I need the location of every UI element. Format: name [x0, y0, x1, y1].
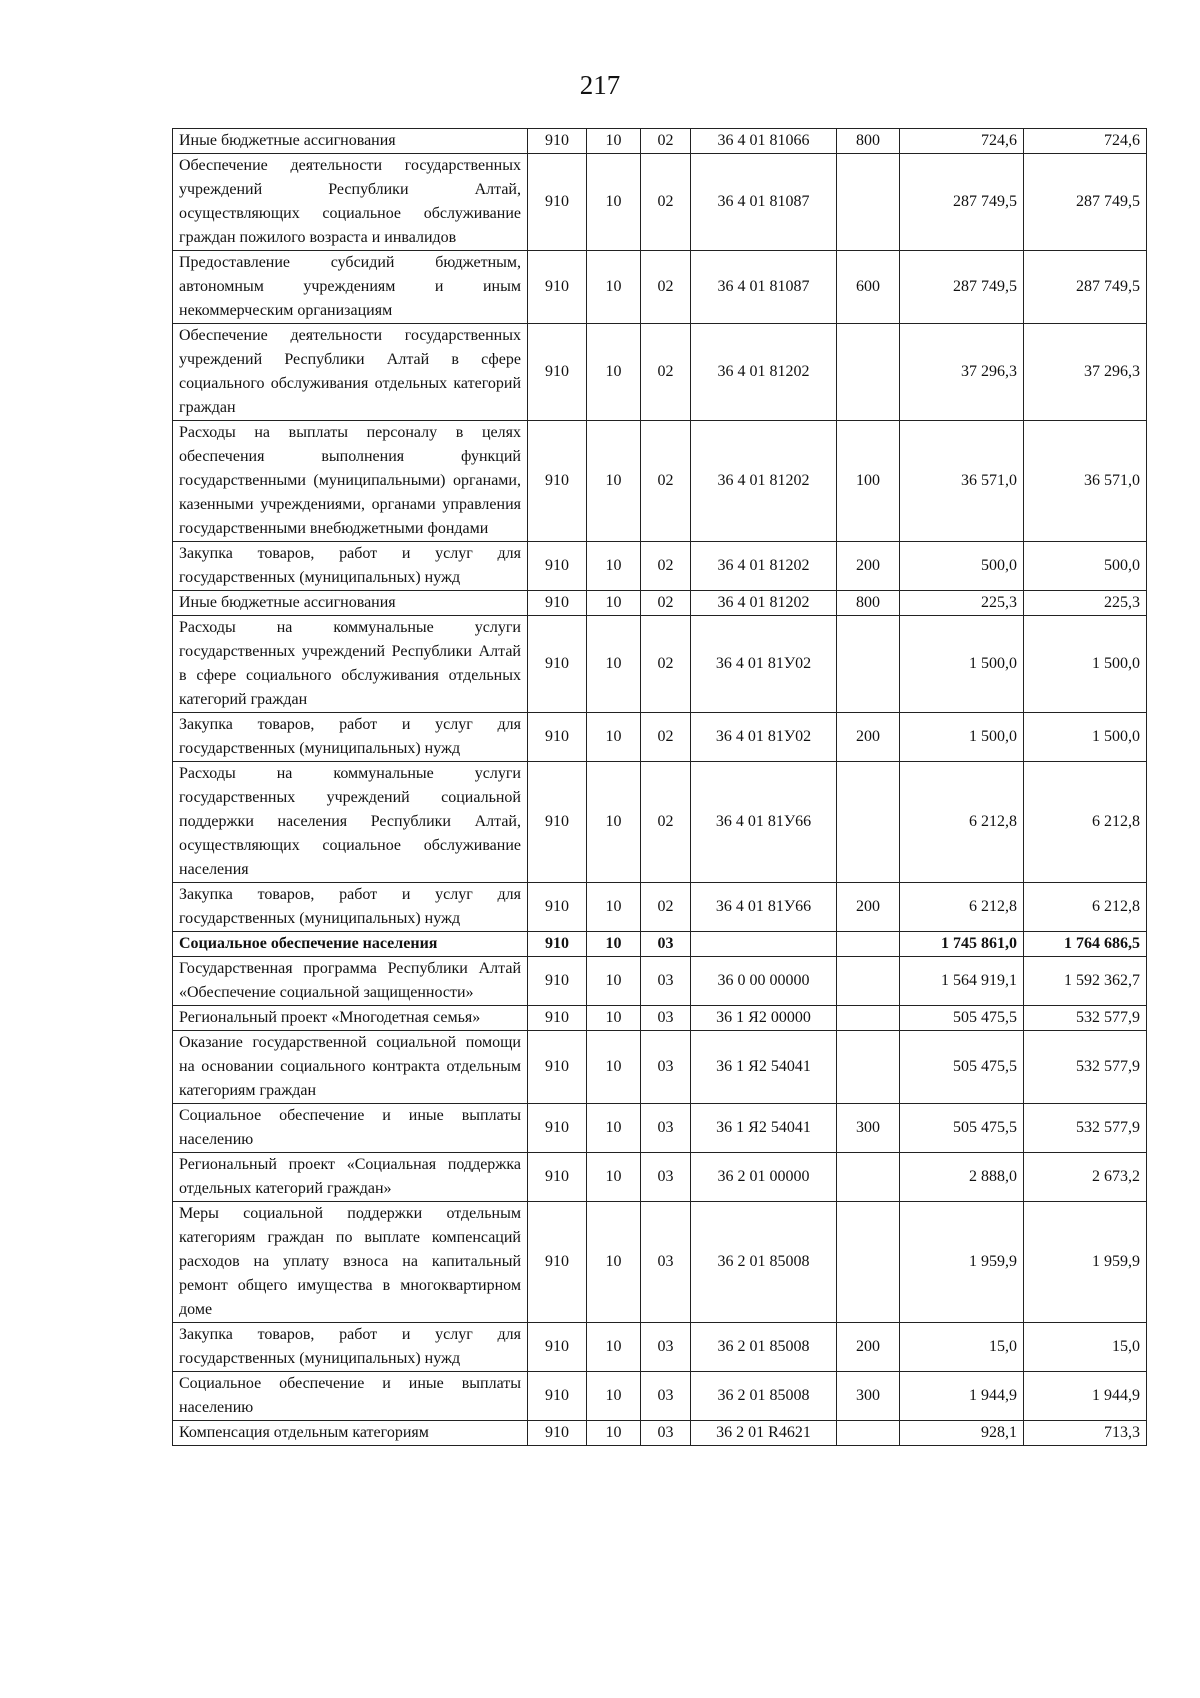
target-article-cell: 36 4 01 81202 [691, 591, 837, 616]
subsection-code-cell: 02 [641, 762, 691, 883]
item-name-cell: Социальное обеспечение населения [173, 932, 528, 957]
subsection-code-cell: 03 [641, 1323, 691, 1372]
amount-year1-cell: 287 749,5 [900, 154, 1024, 251]
table-row [173, 1372, 1147, 1421]
table-row [173, 957, 1147, 1006]
ministry-code-cell: 910 [528, 1202, 587, 1323]
amount-year1-cell: 37 296,3 [900, 324, 1024, 421]
amount-year2-cell: 6 212,8 [1024, 883, 1147, 932]
target-article-cell [691, 932, 837, 957]
amount-year2-cell: 2 673,2 [1024, 1153, 1147, 1202]
subsection-code-cell: 02 [641, 251, 691, 324]
subsection-code-cell: 02 [641, 883, 691, 932]
amount-year2-cell: 724,6 [1024, 129, 1147, 154]
table-row [173, 616, 1147, 713]
amount-year2-cell: 287 749,5 [1024, 154, 1147, 251]
subsection-code-cell: 03 [641, 1031, 691, 1104]
table-row [173, 1006, 1147, 1031]
section-code-cell: 10 [587, 883, 641, 932]
expense-type-cell [837, 324, 900, 421]
expense-type-cell: 200 [837, 883, 900, 932]
section-code-cell: 10 [587, 1006, 641, 1031]
expense-type-cell [837, 154, 900, 251]
section-code-cell: 10 [587, 932, 641, 957]
amount-year1-cell: 36 571,0 [900, 421, 1024, 542]
expense-type-cell: 800 [837, 591, 900, 616]
target-article-cell: 36 1 Я2 54041 [691, 1031, 837, 1104]
item-name-cell: Компенсация отдельным категориям [173, 1421, 528, 1446]
section-code-cell: 10 [587, 129, 641, 154]
section-code-cell: 10 [587, 542, 641, 591]
ministry-code-cell: 910 [528, 616, 587, 713]
section-code-cell: 10 [587, 591, 641, 616]
item-name-cell: Расходы на выплаты персоналу в целях обеспечения выполнения функций государственными (муниципальными) органами, казенными учреждениями, органами управления государственными внебюджетными фондами [173, 421, 528, 542]
section-code-cell: 10 [587, 1372, 641, 1421]
table-row [173, 1104, 1147, 1153]
item-name-cell: Обеспечение деятельности государственных учреждений Республики Алтай, осуществляющих социальное обслуживание граждан пожилого возраста и инвалидов [173, 154, 528, 251]
table-row [173, 1323, 1147, 1372]
subsection-code-cell: 02 [641, 616, 691, 713]
table-row [173, 542, 1147, 591]
table-row [173, 324, 1147, 421]
subsection-code-cell: 02 [641, 129, 691, 154]
amount-year1-cell: 505 475,5 [900, 1031, 1024, 1104]
target-article-cell: 36 4 01 81У66 [691, 883, 837, 932]
item-name-cell: Обеспечение деятельности государственных учреждений Республики Алтай в сфере социального обслуживания отдельных категорий граждан [173, 324, 528, 421]
target-article-cell: 36 4 01 81У02 [691, 616, 837, 713]
ministry-code-cell: 910 [528, 883, 587, 932]
ministry-code-cell: 910 [528, 154, 587, 251]
amount-year1-cell: 505 475,5 [900, 1006, 1024, 1031]
amount-year1-cell: 1 564 919,1 [900, 957, 1024, 1006]
amount-year1-cell: 6 212,8 [900, 883, 1024, 932]
target-article-cell: 36 2 01 00000 [691, 1153, 837, 1202]
target-article-cell: 36 1 Я2 54041 [691, 1104, 837, 1153]
table-row [173, 421, 1147, 542]
target-article-cell: 36 4 01 81066 [691, 129, 837, 154]
table-row [173, 251, 1147, 324]
item-name-cell: Социальное обеспечение и иные выплаты населению [173, 1372, 528, 1421]
target-article-cell: 36 2 01 85008 [691, 1323, 837, 1372]
amount-year2-cell: 713,3 [1024, 1421, 1147, 1446]
item-name-cell: Закупка товаров, работ и услуг для государственных (муниципальных) нужд [173, 713, 528, 762]
table-body [173, 129, 1147, 1446]
ministry-code-cell: 910 [528, 957, 587, 1006]
subsection-code-cell: 02 [641, 324, 691, 421]
amount-year1-cell: 1 944,9 [900, 1372, 1024, 1421]
ministry-code-cell: 910 [528, 1104, 587, 1153]
expense-type-cell: 600 [837, 251, 900, 324]
amount-year1-cell: 225,3 [900, 591, 1024, 616]
amount-year1-cell: 724,6 [900, 129, 1024, 154]
ministry-code-cell: 910 [528, 1421, 587, 1446]
section-code-cell: 10 [587, 1104, 641, 1153]
target-article-cell: 36 4 01 81У02 [691, 713, 837, 762]
target-article-cell: 36 2 01 85008 [691, 1202, 837, 1323]
table-row [173, 154, 1147, 251]
subsection-code-cell: 03 [641, 1372, 691, 1421]
item-name-cell: Закупка товаров, работ и услуг для государственных (муниципальных) нужд [173, 1323, 528, 1372]
amount-year2-cell: 1 764 686,5 [1024, 932, 1147, 957]
expense-type-cell [837, 1006, 900, 1031]
section-code-cell: 10 [587, 324, 641, 421]
amount-year1-cell: 15,0 [900, 1323, 1024, 1372]
amount-year1-cell: 505 475,5 [900, 1104, 1024, 1153]
subsection-code-cell: 03 [641, 1104, 691, 1153]
subsection-code-cell: 03 [641, 1153, 691, 1202]
section-code-cell: 10 [587, 762, 641, 883]
amount-year1-cell: 928,1 [900, 1421, 1024, 1446]
section-code-cell: 10 [587, 251, 641, 324]
table-row [173, 1202, 1147, 1323]
expense-type-cell [837, 1421, 900, 1446]
subsection-code-cell: 03 [641, 957, 691, 1006]
amount-year2-cell: 1 500,0 [1024, 616, 1147, 713]
item-name-cell: Региональный проект «Многодетная семья» [173, 1006, 528, 1031]
section-code-cell: 10 [587, 154, 641, 251]
expense-type-cell: 300 [837, 1372, 900, 1421]
amount-year1-cell: 1 500,0 [900, 616, 1024, 713]
table-row [173, 1153, 1147, 1202]
subsection-code-cell: 03 [641, 1006, 691, 1031]
subsection-code-cell: 03 [641, 1202, 691, 1323]
amount-year2-cell: 1 592 362,7 [1024, 957, 1147, 1006]
expense-type-cell: 100 [837, 421, 900, 542]
subsection-code-cell: 02 [641, 542, 691, 591]
item-name-cell: Меры социальной поддержки отдельным категориям граждан по выплате компенсаций расходов на уплату взноса на капитальный ремонт общего имущества в многоквартирном доме [173, 1202, 528, 1323]
expense-type-cell: 200 [837, 1323, 900, 1372]
target-article-cell: 36 0 00 00000 [691, 957, 837, 1006]
target-article-cell: 36 4 01 81202 [691, 324, 837, 421]
amount-year2-cell: 36 571,0 [1024, 421, 1147, 542]
table-row [173, 591, 1147, 616]
item-name-cell: Закупка товаров, работ и услуг для государственных (муниципальных) нужд [173, 542, 528, 591]
item-name-cell: Предоставление субсидий бюджетным, автономным учреждениям и иным некоммерческим организациям [173, 251, 528, 324]
expense-type-cell [837, 932, 900, 957]
ministry-code-cell: 910 [528, 542, 587, 591]
ministry-code-cell: 910 [528, 762, 587, 883]
budget-table [172, 128, 1147, 1446]
amount-year2-cell: 1 500,0 [1024, 713, 1147, 762]
amount-year1-cell: 1 500,0 [900, 713, 1024, 762]
target-article-cell: 36 1 Я2 00000 [691, 1006, 837, 1031]
amount-year1-cell: 2 888,0 [900, 1153, 1024, 1202]
expense-type-cell [837, 1031, 900, 1104]
subsection-code-cell: 03 [641, 1421, 691, 1446]
amount-year2-cell: 15,0 [1024, 1323, 1147, 1372]
item-name-cell: Региональный проект «Социальная поддержка отдельных категорий граждан» [173, 1153, 528, 1202]
amount-year2-cell: 500,0 [1024, 542, 1147, 591]
table-row [173, 762, 1147, 883]
target-article-cell: 36 4 01 81087 [691, 251, 837, 324]
amount-year2-cell: 1 944,9 [1024, 1372, 1147, 1421]
subsection-code-cell: 02 [641, 713, 691, 762]
ministry-code-cell: 910 [528, 251, 587, 324]
amount-year1-cell: 1 959,9 [900, 1202, 1024, 1323]
expense-type-cell: 300 [837, 1104, 900, 1153]
amount-year2-cell: 225,3 [1024, 591, 1147, 616]
expense-type-cell: 200 [837, 713, 900, 762]
section-code-cell: 10 [587, 1153, 641, 1202]
expense-type-cell: 800 [837, 129, 900, 154]
target-article-cell: 36 2 01 R4621 [691, 1421, 837, 1446]
item-name-cell: Иные бюджетные ассигнования [173, 129, 528, 154]
amount-year1-cell: 1 745 861,0 [900, 932, 1024, 957]
amount-year2-cell: 532 577,9 [1024, 1104, 1147, 1153]
target-article-cell: 36 4 01 81У66 [691, 762, 837, 883]
item-name-cell: Иные бюджетные ассигнования [173, 591, 528, 616]
amount-year2-cell: 532 577,9 [1024, 1006, 1147, 1031]
amount-year2-cell: 37 296,3 [1024, 324, 1147, 421]
table-row [173, 1031, 1147, 1104]
section-code-cell: 10 [587, 421, 641, 542]
expense-type-cell [837, 957, 900, 1006]
amount-year2-cell: 6 212,8 [1024, 762, 1147, 883]
item-name-cell: Закупка товаров, работ и услуг для государственных (муниципальных) нужд [173, 883, 528, 932]
target-article-cell: 36 4 01 81202 [691, 421, 837, 542]
item-name-cell: Расходы на коммунальные услуги государственных учреждений социальной поддержки населения Республики Алтай, осуществляющих социальное обслуживание населения [173, 762, 528, 883]
section-code-cell: 10 [587, 616, 641, 713]
target-article-cell: 36 2 01 85008 [691, 1372, 837, 1421]
table-row [173, 713, 1147, 762]
subsection-code-cell: 02 [641, 421, 691, 542]
ministry-code-cell: 910 [528, 932, 587, 957]
amount-year1-cell: 6 212,8 [900, 762, 1024, 883]
amount-year1-cell: 500,0 [900, 542, 1024, 591]
ministry-code-cell: 910 [528, 713, 587, 762]
ministry-code-cell: 910 [528, 324, 587, 421]
expense-type-cell [837, 1202, 900, 1323]
amount-year2-cell: 532 577,9 [1024, 1031, 1147, 1104]
ministry-code-cell: 910 [528, 129, 587, 154]
ministry-code-cell: 910 [528, 1372, 587, 1421]
item-name-cell: Оказание государственной социальной помощи на основании социального контракта отдельным категориям граждан [173, 1031, 528, 1104]
subsection-code-cell: 02 [641, 154, 691, 251]
section-code-cell: 10 [587, 957, 641, 1006]
ministry-code-cell: 910 [528, 1153, 587, 1202]
amount-year1-cell: 287 749,5 [900, 251, 1024, 324]
table-row [173, 129, 1147, 154]
ministry-code-cell: 910 [528, 591, 587, 616]
table-row [173, 883, 1147, 932]
section-code-cell: 10 [587, 1202, 641, 1323]
table-row [173, 932, 1147, 957]
expense-type-cell [837, 1153, 900, 1202]
item-name-cell: Расходы на коммунальные услуги государственных учреждений Республики Алтай в сфере социального обслуживания отдельных категорий граждан [173, 616, 528, 713]
section-code-cell: 10 [587, 1031, 641, 1104]
table-row [173, 1421, 1147, 1446]
ministry-code-cell: 910 [528, 1323, 587, 1372]
expense-type-cell [837, 616, 900, 713]
section-code-cell: 10 [587, 1421, 641, 1446]
expense-type-cell: 200 [837, 542, 900, 591]
page-number: 217 [579, 70, 621, 100]
ministry-code-cell: 910 [528, 1031, 587, 1104]
amount-year2-cell: 1 959,9 [1024, 1202, 1147, 1323]
target-article-cell: 36 4 01 81202 [691, 542, 837, 591]
item-name-cell: Государственная программа Республики Алтай «Обеспечение социальной защищенности» [173, 957, 528, 1006]
subsection-code-cell: 02 [641, 591, 691, 616]
item-name-cell: Социальное обеспечение и иные выплаты населению [173, 1104, 528, 1153]
section-code-cell: 10 [587, 713, 641, 762]
ministry-code-cell: 910 [528, 421, 587, 542]
target-article-cell: 36 4 01 81087 [691, 154, 837, 251]
expense-type-cell [837, 762, 900, 883]
ministry-code-cell: 910 [528, 1006, 587, 1031]
subsection-code-cell: 03 [641, 932, 691, 957]
section-code-cell: 10 [587, 1323, 641, 1372]
amount-year2-cell: 287 749,5 [1024, 251, 1147, 324]
